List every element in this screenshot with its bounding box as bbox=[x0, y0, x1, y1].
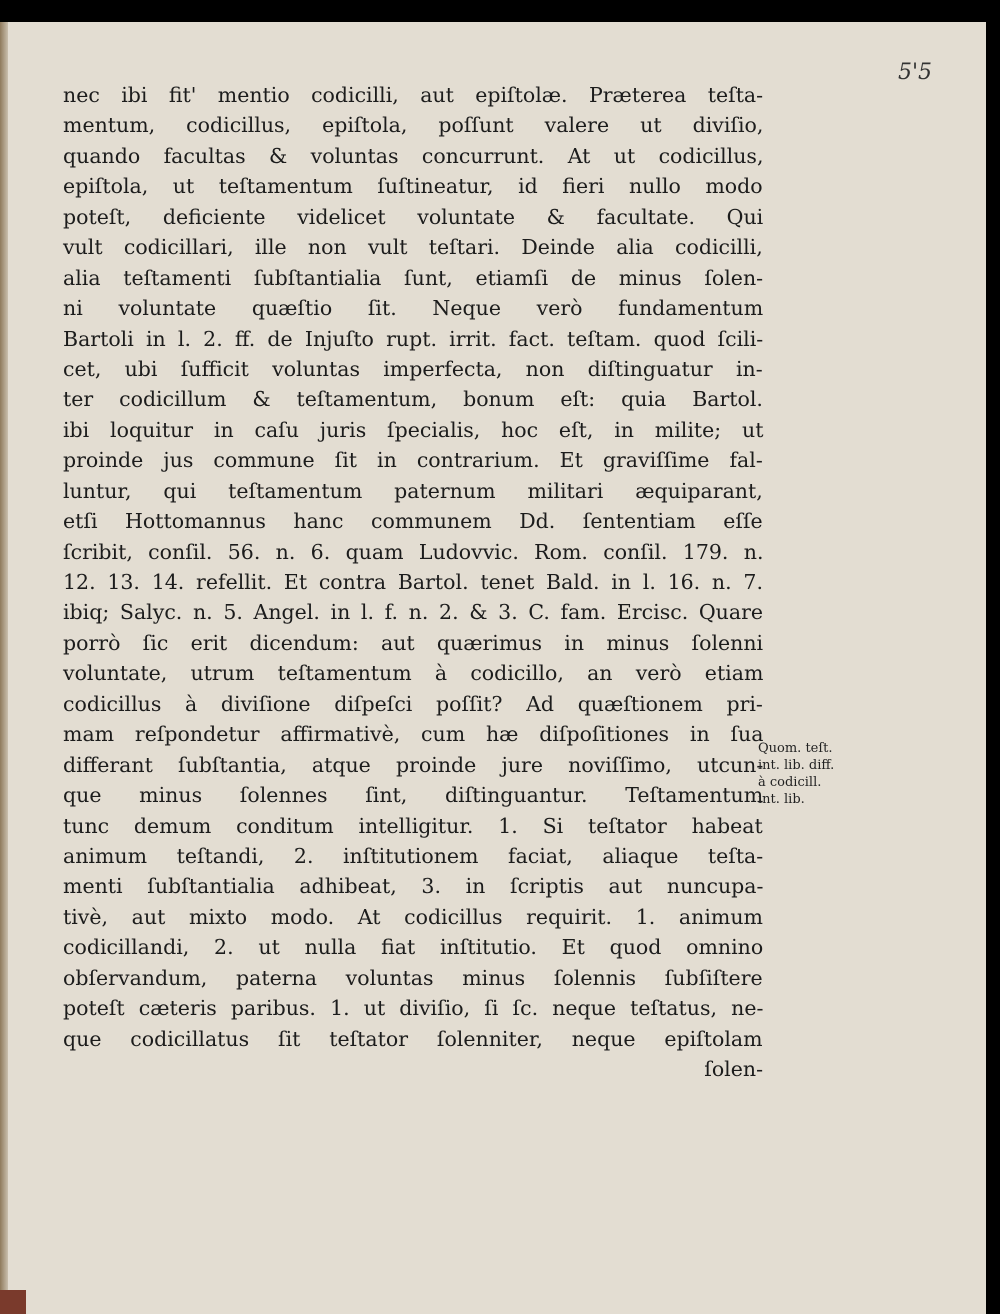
book-page bbox=[0, 22, 986, 1314]
text-line: differant ſubſtantia, atque proinde jure noviſſimo, utcun- bbox=[63, 752, 764, 777]
text-line: mam reſpondetur affirmativè, cum hæ diſpoſitiones in ſua bbox=[63, 722, 764, 747]
page-number: 5'5 bbox=[898, 60, 933, 85]
text-line: proinde jus commune ſit in contrarium. Et graviſſime fal- bbox=[63, 448, 763, 473]
text-line: epiſtola, ut teſtamentum ſuſtineatur, id fieri nullo modo bbox=[63, 174, 763, 199]
text-line: tunc demum conditum intelligitur. 1. Si teſtator habeat bbox=[63, 813, 763, 838]
text-line: codicillus à diviſione diſpeſci poſſit? Ad quæſtionem pri- bbox=[63, 691, 763, 716]
text-line: vult codicillari, ille non vult teſtari. Deinde alia codicilli, bbox=[63, 235, 763, 260]
text-line: ſcribit, conſil. 56. n. 6. quam Ludovvic. Rom. conſil. 179. n. bbox=[63, 539, 764, 564]
text-line: luntur, qui teſtamentum paternum militari æquiparant, bbox=[63, 478, 763, 503]
text-line: ibi loquitur in caſu juris ſpecialis, hoc eſt, in milite; ut bbox=[63, 417, 764, 442]
page-binding-edge bbox=[0, 22, 8, 1314]
text-line: quando facultas & voluntas concurrunt. At ut codicillus, bbox=[63, 143, 764, 168]
text-line: 12. 13. 14. refellit. Et contra Bartol. tenet Bald. in l. 16. n. 7. bbox=[63, 570, 763, 594]
body-text bbox=[63, 80, 763, 1084]
text-line: menti ſubſtantialia adhibeat, 3. in ſcriptis aut nuncupa- bbox=[63, 874, 764, 899]
marginal-note-line: int. lib. diff. bbox=[758, 758, 835, 773]
text-line: animum teſtandi, 2. inſtitutionem faciat, aliaque teſta- bbox=[63, 843, 764, 868]
text-line: que minus ſolennes ſint, diſtinguantur. Teſtamentum bbox=[63, 783, 764, 808]
marginal-note-line: Quom. teſt. bbox=[758, 741, 833, 756]
text-line: tivè, aut mixto modo. At codicillus requirit. 1. animum bbox=[63, 904, 763, 929]
marginal-note-line: à codicill. bbox=[758, 775, 822, 790]
text-line: nec ibi fit' mentio codicilli, aut epiſtolæ. Præterea teſta- bbox=[63, 83, 764, 107]
text-line: ni voluntate quæſtio ſit. Neque verò fundamentum bbox=[63, 296, 764, 321]
text-line: cet, ubi ſufficit voluntas imperfecta, non diſtinguatur in- bbox=[63, 356, 763, 381]
text-line: Bartoli in l. 2. ff. de Injuſto rupt. irrit. fact. teſtam. quod ſcili- bbox=[63, 326, 764, 351]
text-line: mentum, codicillus, epiſtola, poſſunt valere ut diviſio, bbox=[63, 113, 764, 138]
text-line: poteſt, deficiente videlicet voluntate & facultate. Qui bbox=[63, 204, 764, 229]
text-line: etſi Hottomannus hanc communem Dd. ſententiam eſſe bbox=[63, 509, 763, 534]
text-line: que codicillatus ſit teſtator ſolenniter, neque epiſtolam bbox=[63, 1026, 763, 1051]
text-line: alia teſtamenti ſubſtantialia ſunt, etiamſi de minus ſolen- bbox=[63, 265, 764, 290]
text-line: ibiq; Salyc. n. 5. Angel. in l. f. n. 2. & 3. C. fam. Ercisc. Quare bbox=[63, 600, 764, 625]
text-line: poteſt cæteris paribus. 1. ut diviſio, ſi ſc. neque teſtatus, ne- bbox=[63, 996, 764, 1021]
text-line: codicillandi, 2. ut nulla fiat inſtitutio. Et quod omnino bbox=[63, 935, 764, 960]
text-line: voluntate, utrum teſtamentum à codicillo, an verò etiam bbox=[63, 661, 764, 686]
marginal-note-line: int. lib. bbox=[758, 792, 805, 807]
marginal-note bbox=[758, 740, 878, 808]
page-corner-mark bbox=[0, 1290, 26, 1314]
text-line: porrò ſic erit dicendum: aut quærimus in minus ſolenni bbox=[63, 630, 764, 655]
text-line: obſervandum, paterna voluntas minus ſolennis ſubſiſtere bbox=[63, 965, 763, 990]
catchword-line: ſolen- bbox=[704, 1057, 763, 1081]
text-line: ter codicillum & teſtamentum, bonum eſt: quia Bartol. bbox=[63, 387, 763, 412]
